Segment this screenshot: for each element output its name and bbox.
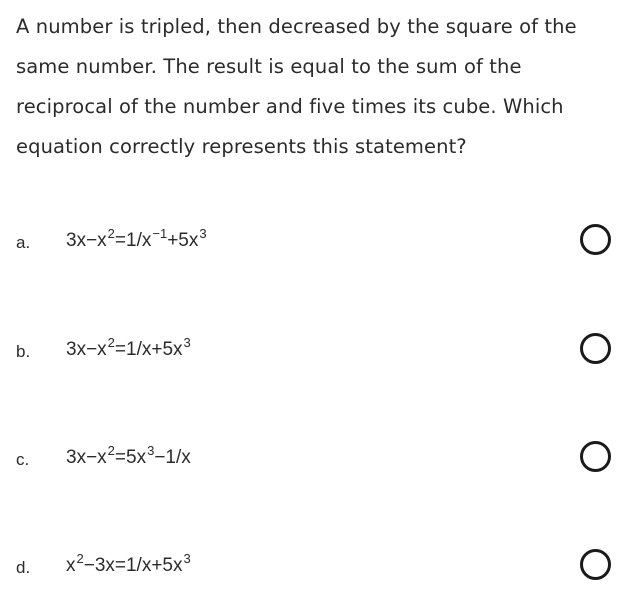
question-line: reciprocal of the number and five times its cube. Which (16, 95, 564, 118)
equation-text: =5x (114, 447, 147, 468)
option-letter: a. (16, 233, 31, 252)
equation-text: +5x (167, 230, 199, 251)
question-line: same number. The result is equal to the sum of the (16, 55, 522, 78)
equation-text: =1/x+5x (114, 339, 183, 360)
answer-option-c[interactable] (0, 432, 639, 492)
radio-button-d[interactable] (580, 549, 611, 580)
equation-exponent: 2 (107, 443, 115, 458)
option-letter: d. (16, 558, 31, 577)
equation-exponent: 3 (183, 335, 191, 350)
equation-exponent: 3 (183, 551, 191, 566)
equation-exponent: 3 (199, 226, 207, 241)
option-letter: c. (16, 450, 30, 469)
equation-text: 3x−x (66, 339, 107, 360)
answer-option-d[interactable] (0, 540, 639, 600)
question-line: A number is tripled, then decreased by the square of the (16, 15, 577, 38)
equation-text: −3x=1/x+5x (83, 555, 183, 576)
equation-text: 3x−x (66, 230, 107, 251)
option-equation (66, 226, 207, 254)
equation-text: 3x−x (66, 447, 107, 468)
radio-button-b[interactable] (580, 333, 611, 364)
answer-option-b[interactable] (0, 324, 639, 384)
equation-exponent: 2 (107, 335, 115, 350)
equation-exponent: 3 (147, 443, 155, 458)
option-equation (66, 551, 191, 579)
answer-option-a[interactable] (0, 215, 639, 275)
equation-text: −1/x (154, 447, 191, 468)
option-letter: b. (16, 342, 31, 361)
equation-exponent: −1 (152, 226, 168, 241)
radio-button-c[interactable] (580, 441, 611, 472)
question-text (16, 9, 628, 169)
question-line: equation correctly represents this statement? (16, 135, 467, 158)
equation-text: =1/x (114, 230, 152, 251)
radio-button-a[interactable] (580, 224, 611, 255)
option-equation (66, 443, 191, 471)
option-equation (66, 335, 191, 363)
equation-exponent: 2 (76, 551, 84, 566)
equation-exponent: 2 (107, 226, 115, 241)
equation-text: x (66, 555, 76, 576)
